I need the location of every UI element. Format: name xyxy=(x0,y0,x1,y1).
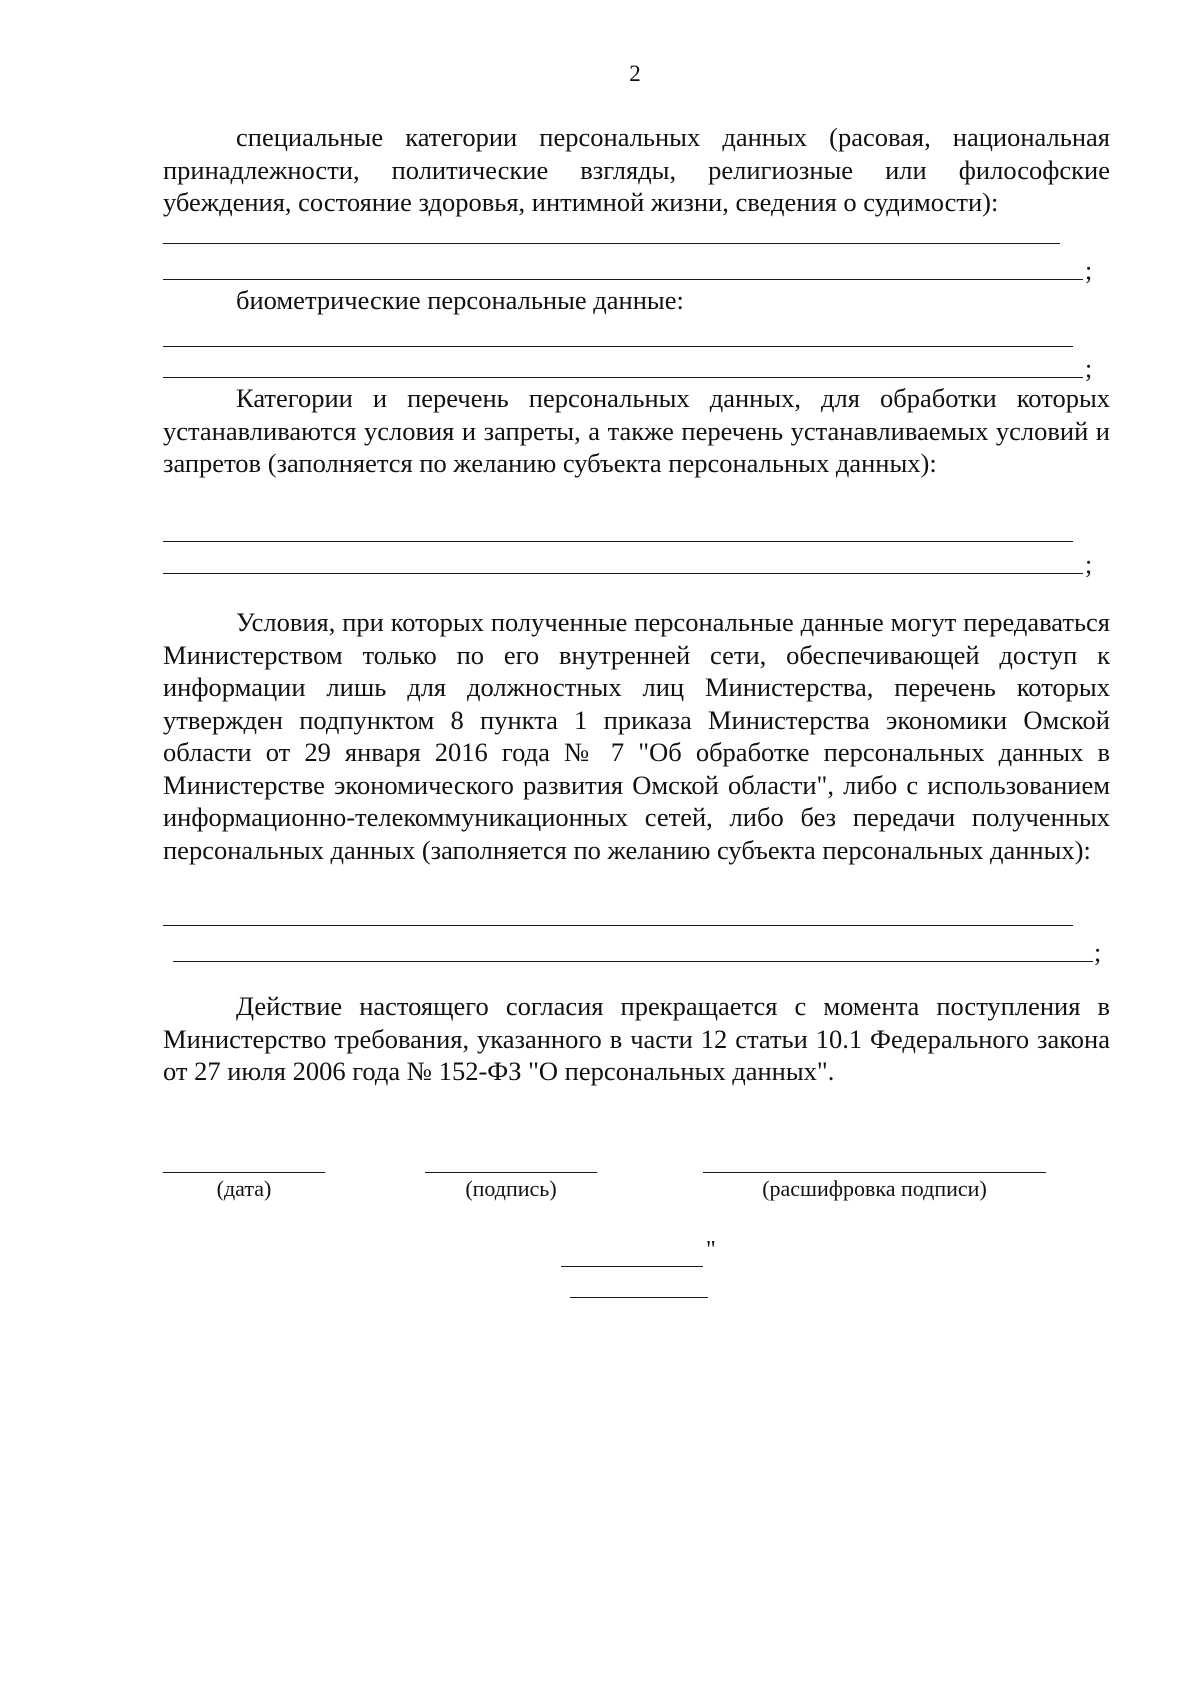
biometric-line-1[interactable] xyxy=(163,346,1073,347)
transfer-conditions-line-1[interactable] xyxy=(163,925,1073,926)
special-categories-end-mark: ; xyxy=(1085,256,1093,285)
conditions-restrictions-line-2[interactable] xyxy=(163,573,1083,574)
termination-text: Действие настоящего согласия прекращается с момента поступления в Министерство требования, указанного в части 12 статьи 10.1 Федерального закона от 27 июля 2006 года № 152-ФЗ "О персональных данных". xyxy=(163,991,1110,1086)
transfer-conditions-text: Условия, при которых полученные персональные данные могут передаваться Министерством только по его внутренней сети, обеспечивающей доступ к информации лишь для должностных лиц Министерства, перечень которых утвержден подпунктом 8 пункта 1 приказа Министерства экономики Омской области от 29 января 2016 года № 7 "Об обработке персональных данных в Министерстве экономического развития Омской области", либо с использованием информационно-телекоммуникационных сетей, либо без передачи полученных персональных данных (заполняется по желанию субъекта персональных данных): xyxy=(163,607,1110,865)
conditions-restrictions-text: Категории и перечень персональных данных, для обработки которых устанавливаются условия и запреты, а также перечень устанавливаемых условий и запретов (заполняется по желанию субъекта персональных данных): xyxy=(163,383,1110,478)
special-categories-line-2[interactable] xyxy=(163,279,1083,280)
closing-line-2 xyxy=(570,1297,708,1298)
signature-decoding-line[interactable] xyxy=(703,1172,1046,1173)
page-number: 2 xyxy=(629,61,641,86)
date-line[interactable] xyxy=(163,1172,325,1173)
biometric-end-mark: ; xyxy=(1085,354,1093,383)
signature-caption: (подпись) xyxy=(465,1176,557,1201)
closing-line-1 xyxy=(561,1266,703,1267)
date-caption: (дата) xyxy=(216,1176,272,1201)
closing-quote-mark: " xyxy=(706,1237,716,1263)
special-categories-text: специальные категории персональных данных (расовая, национальная принадлежности, политические взгляды, религиозные или философские убеждения, состояние здоровья, интимной жизни, сведения о судимости): xyxy=(163,122,1110,217)
biometric-text: биометрические персональные данные: xyxy=(236,285,684,315)
biometric-line-2[interactable] xyxy=(163,377,1083,378)
transfer-conditions-line-2[interactable] xyxy=(173,961,1093,962)
signature-decoding-caption: (расшифровка подписи) xyxy=(762,1176,987,1201)
conditions-restrictions-line-1[interactable] xyxy=(163,541,1073,542)
special-categories-line-1[interactable] xyxy=(163,243,1060,244)
signature-line[interactable] xyxy=(425,1172,597,1173)
conditions-restrictions-end-mark: ; xyxy=(1085,550,1093,579)
transfer-conditions-end-mark: ; xyxy=(1094,938,1102,967)
